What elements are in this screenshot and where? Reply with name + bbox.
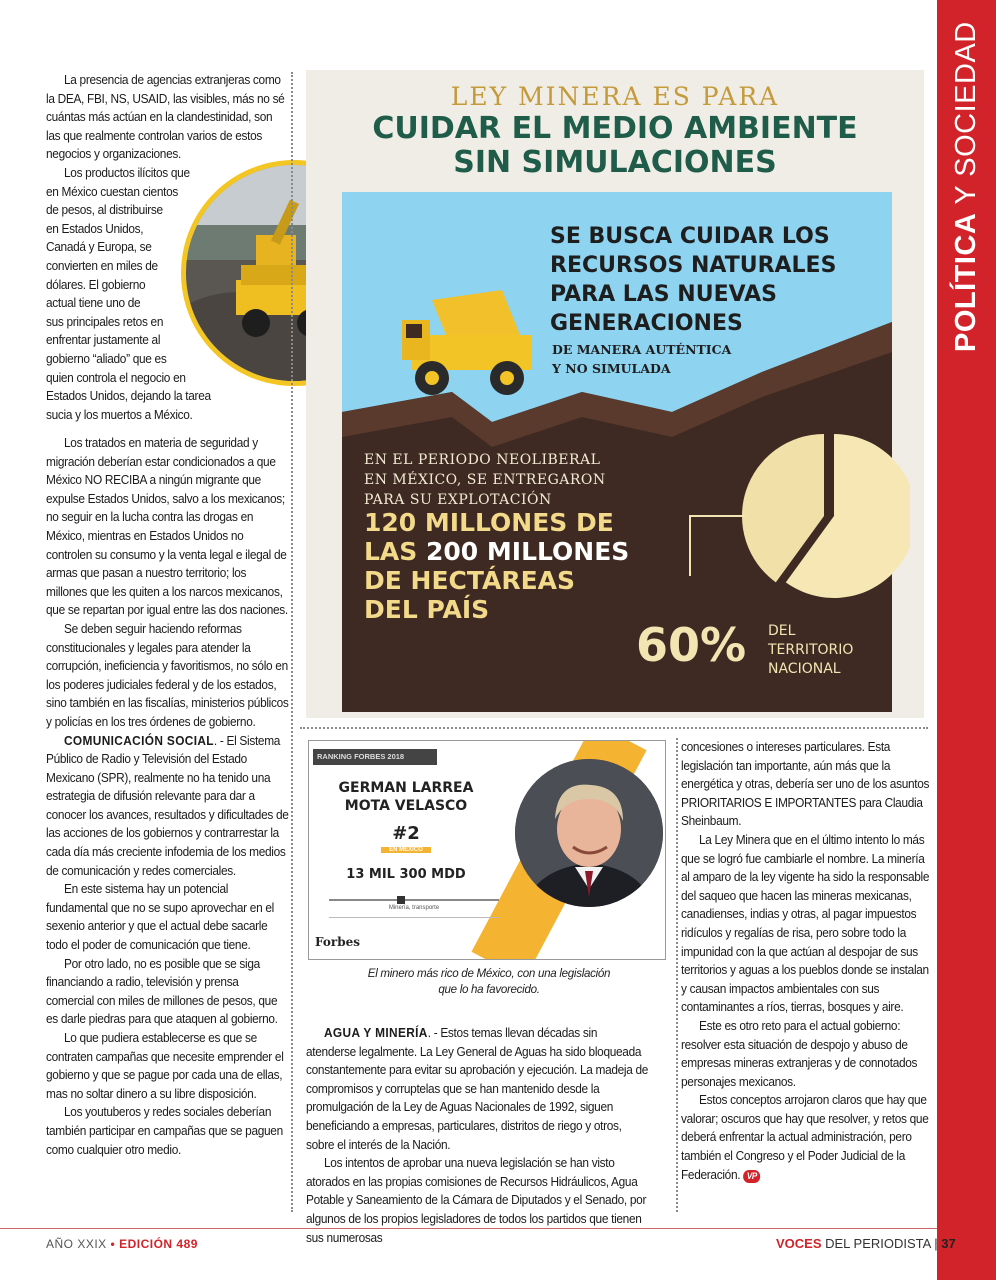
paragraph: Lo que pudiera establecerse es que se contraten campañas que necesite emprender el gobierno y que se pague por cada una de ellas, mas no soltar dinero a su libre disposición. bbox=[46, 1030, 284, 1101]
paragraph: Por otro lado, no es posible que se siga financiando a radio, televisión y prensa comercial con miles de millones de pesos, que es darle piedras para que ataquen al gobierno. bbox=[46, 955, 278, 1027]
infographic-title-main: CUIDAR EL MEDIO AMBIENTE SIN SIMULACIONES bbox=[372, 111, 858, 180]
paragraph: La Ley Minera que en el último intento lo más que se logró fue cambiarle el nombre. La minería al amparo de la ley vigente ha sido la responsable del saqueo que hacen las mineras mexicanas, canadienses, indias y otras, al pagar impuestos ridículos y regalías de risa, pero sobre todo la impunidad con la que actúan al despojar de sus territorios y aguas a los pueblos donde se instalan y causan impactos ambientales con sus contaminantes a ríos, tierras, bosques y aire. bbox=[681, 831, 930, 1015]
paragraph-line: dólares. El gobierno bbox=[46, 276, 146, 292]
percent-label: DEL TERRITORIO NACIONAL bbox=[768, 623, 854, 677]
column-divider bbox=[676, 738, 678, 1212]
column-2 bbox=[306, 1024, 650, 1247]
paragraph: Se deben seguir haciendo reformas constitucionales y legales para atender la corrupción, ineficiencia y favoritismos, no sólo en los poderes judiciales federal y de los estados, sino también en las fiscalías, ministerios públicos y policías en los tres órdenes de gobierno. bbox=[46, 620, 289, 729]
paragraph-line: enfrentar justamente al bbox=[46, 332, 161, 348]
bar-line bbox=[329, 899, 499, 901]
infographic bbox=[306, 70, 924, 718]
portrait bbox=[515, 759, 663, 907]
net-worth: 13 MIL 300 MDD bbox=[346, 867, 466, 882]
rank-subtitle: EN MÉXICO bbox=[381, 847, 431, 853]
paragraph-line: Canadá y Europa, se bbox=[46, 239, 152, 255]
paragraph: Los tratados en materia de seguridad y migración deberían estar condicionados a que México NO RECIBA a ningún migrante que expulse Estados Unidos, salvo a los mexicanos; no seguir en la lucha contra las drogas en México, mientras en Estados Unidos no controlen su consumo y la venta legal e ilegal de armas que pasan a nuestro territorio; los millones que les quiten a los narcos mexicanos, que se repartan por igual entre las dos naciones. bbox=[46, 435, 288, 618]
sector-label: Minería, transporte bbox=[388, 905, 440, 911]
footer-rule bbox=[0, 1228, 937, 1229]
infographic-headline: SE BUSCA CUIDAR LOS RECURSOS NATURALES PARA LAS NUEVAS GENERACIONES bbox=[550, 224, 837, 336]
page-number: 37 bbox=[941, 1236, 956, 1251]
paragraph-line: actual tiene uno de bbox=[46, 295, 141, 311]
footer-brand: VOCES DEL PERIODISTA | 37 bbox=[776, 1236, 956, 1251]
paragraph-line: de pesos, al distribuirse bbox=[46, 202, 163, 218]
paragraph-line: sucia y los muertos a México. bbox=[46, 406, 193, 422]
paragraph-line: convierten en miles de bbox=[46, 257, 158, 273]
paragraph-line: Los productos ilícitos que bbox=[64, 165, 190, 180]
paragraph: En este sistema hay un potencial fundamental que no se supo aprovechar en el sexenio anterior y que el actual debe sacarle todo el poder de comunicación que tiene. bbox=[46, 881, 274, 953]
bar-line bbox=[329, 917, 499, 918]
section-label: POLÍTICA Y SOCIEDAD bbox=[950, 21, 982, 352]
column-divider bbox=[291, 72, 293, 1212]
section-heading: AGUA Y MINERÍA bbox=[324, 1025, 428, 1040]
paragraph: Estos conceptos arrojaron claros que hay que valorar; oscuros que hay que resolver, y retos que deberá enfrentar la actual administración, pero también el Congreso y el Poder Judicial de la Federación. VP bbox=[681, 1092, 929, 1182]
paragraph: concesiones o intereses particulares. Esta legislación tan importante, aún más que la energética y otras, debería ser uno de los asuntos PRIORITARIOS E IMPORTANTES para Claudia Sheinbaum. bbox=[681, 739, 930, 829]
dump-truck-icon bbox=[402, 280, 552, 400]
footer-edition: AÑO XXIX • EDICIÓN 489 bbox=[46, 1237, 198, 1251]
percent-value: 60% bbox=[636, 618, 747, 672]
paragraph: Este es otro reto para el actual gobierno: resolver esta situación de despojo y abuso de empresas mineras extranjeras y de connotados personajes mexicanos. bbox=[681, 1017, 918, 1089]
paragraph: La presencia de agencias extranjeras como la DEA, FBI, NS, USAID, las visibles, más no sé cuántas más actúan en la clandestinidad, son las que realmente controlan varios de estos negocios y organizaciones. bbox=[46, 72, 285, 162]
paragraph-line: sus principales retos en bbox=[46, 313, 164, 329]
column-3 bbox=[681, 738, 931, 1184]
forbes-card bbox=[308, 740, 666, 960]
forbes-ribbon: RANKING FORBES 2018 bbox=[313, 749, 437, 765]
paragraph: Los intentos de aprobar una nueva legislación se han visto atorados en las propias comisiones de Recursos Hidráulicos, Agua Potable y Saneamiento de la Cámara de Diputados y el Senado, por algunos de los propios legisladores de todos los partidos que tienen sus numerosas bbox=[306, 1155, 647, 1245]
column-1 bbox=[46, 71, 289, 164]
paragraph-line: en México cuestan cientos bbox=[46, 183, 178, 199]
photo-caption: El minero más rico de México, con una legislación que lo ha favorecido. bbox=[367, 967, 611, 996]
infographic-big-figure: 120 MILLONES DE LAS 200 MILLONES DE HECTÁREAS DEL PAÍS bbox=[364, 508, 630, 624]
pie-chart bbox=[670, 426, 910, 606]
paragraph: COMUNICACIÓN SOCIAL. - El Sistema Público de Radio y Televisión del Estado Mexicano (SPR), realmente no ha tenido una estrategia de difusión relevante para dar a conocer los avances, resultados y dificultades de las acciones de los gobiernos y contrarrestar la cada día más creciente infodemia de los medios de comunicación y redes comerciales. bbox=[46, 732, 289, 878]
paragraph-line: gobierno “aliado” que es bbox=[46, 350, 167, 366]
infographic-title-top: LEY MINERA ES PARA bbox=[450, 82, 780, 111]
column-1-wrap bbox=[46, 164, 211, 424]
infographic-subline: DE MANERA AUTÉNTICA Y NO SIMULADA bbox=[552, 342, 732, 376]
paragraph-line: en Estados Unidos, bbox=[46, 220, 144, 236]
rank-number: #2 bbox=[392, 823, 420, 844]
section-divider bbox=[300, 727, 928, 729]
bar-marker bbox=[397, 896, 405, 904]
person-name: GERMAN LARREA MOTA VELASCO bbox=[338, 780, 474, 814]
infographic-period-text: EN EL PERIODO NEOLIBERAL EN MÉXICO, SE ENTREGARON PARA SU EXPLOTACIÓN bbox=[364, 452, 606, 508]
column-1-rest bbox=[46, 434, 289, 1159]
paragraph-line: Estados Unidos, dejando la tarea bbox=[46, 388, 211, 404]
pie-leader-line bbox=[690, 516, 746, 576]
section-heading: COMUNICACIÓN SOCIAL bbox=[64, 732, 214, 748]
paragraph: AGUA Y MINERÍA. - Estos temas llevan décadas sin atenderse legalmente. La Ley General de Aguas ha sido bloqueada constantemente para evitar su aprobación y ejecución. La madeja de compromisos y corruptelas que se han mantenido desde la promulgación de la Ley de Aguas Nacionales de 1992, siguen beneficiando a empresas, particulares, distritos de riego y otros, sobre el interés de la Nación. bbox=[306, 1025, 649, 1152]
end-mark-badge: VP bbox=[743, 1170, 760, 1183]
forbes-logo: Forbes bbox=[315, 935, 360, 949]
paragraph: Los youtuberos y redes sociales deberían también participar en campañas que se paguen como cualquier otro medio. bbox=[46, 1104, 283, 1157]
paragraph-line: quien controla el negocio en bbox=[46, 369, 186, 385]
